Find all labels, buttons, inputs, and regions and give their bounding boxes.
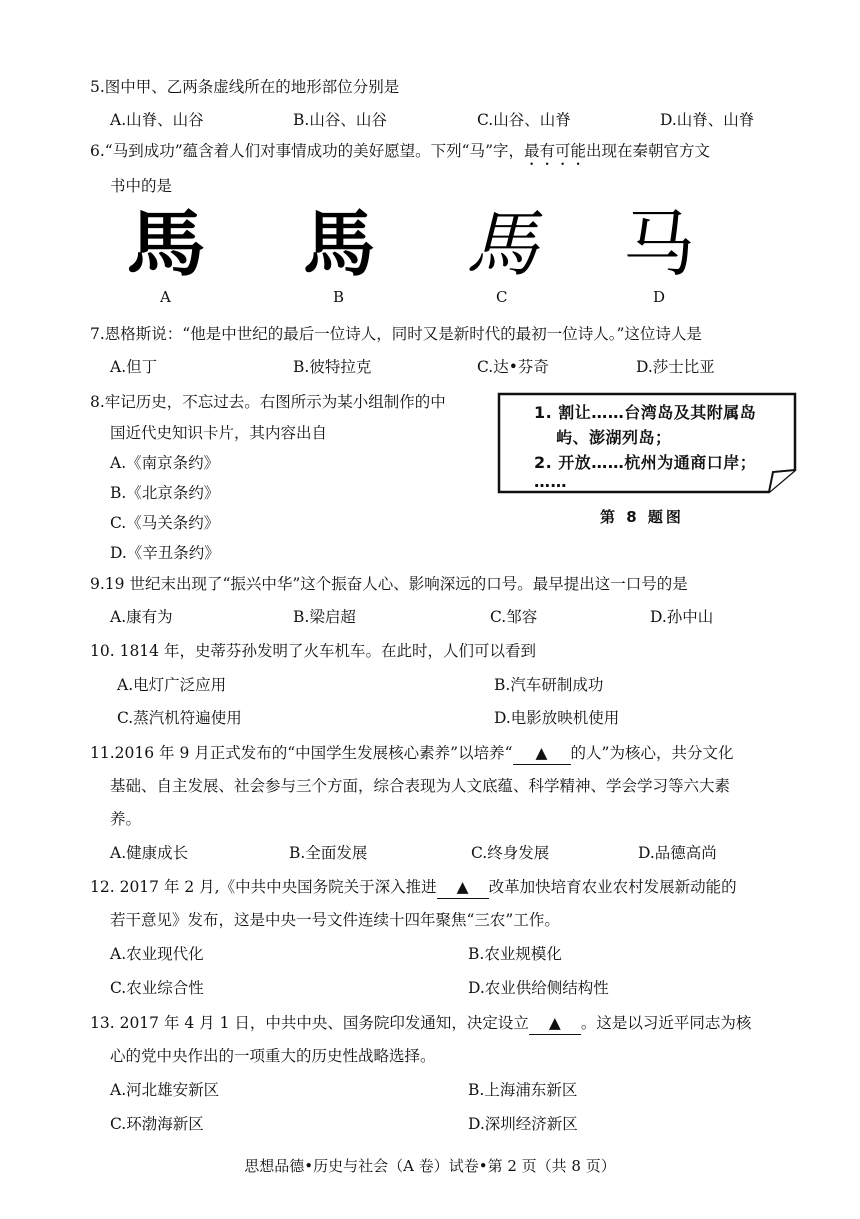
q11-stem-post: 的人”为核心，共分文化: [570, 744, 734, 762]
q5-option-d: D.山脊、山脊: [660, 111, 755, 129]
q11-option-b: B.全面发展: [289, 844, 368, 862]
q9-option-c: C.邹容: [490, 608, 538, 626]
q11-stem-pre: 11.2016 年 9 月正式发布的“中国学生发展核心素养”以培养“: [90, 744, 513, 762]
q10-option-a: A.电灯广泛应用: [117, 676, 227, 694]
q12-stem-post: 改革加快培育农业农村发展新动能的: [488, 878, 737, 896]
q7-option-d: D.莎士比亚: [636, 358, 715, 376]
q12-option-c: C.农业综合性: [110, 979, 204, 997]
q11-blank: ▲: [513, 742, 571, 765]
q12-option-d: D.农业供给侧结构性: [468, 979, 609, 997]
glyph-label-d: D: [653, 288, 666, 306]
q13-stem-post: 。这是以习近平同志为核: [580, 1014, 752, 1032]
glyph-label-c: C: [496, 288, 508, 306]
q11-stem-line2: 基础、自主发展、社会参与三个方面，综合表现为人文底蕴、科学精神、学会学习等六大素: [110, 777, 731, 795]
q5-option-b: B.山谷、山谷: [293, 111, 387, 129]
card-line-2: 屿、澎湖列岛；: [556, 428, 672, 447]
q7-option-b: B.彼特拉克: [293, 358, 372, 376]
q13-option-b: B.上海浦东新区: [468, 1081, 578, 1099]
q10-option-c: C.蒸汽机符遍使用: [117, 709, 242, 727]
q5-option-c: C.山谷、山脊: [477, 111, 571, 129]
q8-option-c: C.《马关条约》: [110, 514, 220, 532]
q8-option-d: D.《辛丑条约》: [110, 544, 220, 562]
q11-stem-line3: 养。: [110, 810, 142, 828]
q8-stem-line1: 8.牢记历史，不忘过去。右图所示为某小组制作的中: [90, 393, 446, 411]
q9-option-d: D.孙中山: [650, 608, 714, 626]
card-line-4: ……: [534, 472, 567, 491]
card-line-1: 1. 割让……台湾岛及其附属岛: [534, 403, 757, 422]
q12-option-b: B.农业规模化: [468, 945, 562, 963]
q13-blank: ▲: [529, 1012, 581, 1035]
q10-option-d: D.电影放映机使用: [494, 709, 620, 727]
glyph-label-b: B: [333, 288, 345, 306]
q8-option-b: B.《北京条约》: [110, 484, 220, 502]
simplified-ma-glyph: 马: [623, 202, 696, 286]
q6-stem-pre: 6.“马到成功”蕴含着人们对事情成功的美好愿望。下列“马”字，: [90, 142, 524, 160]
q5-option-a: A.山脊、山谷: [110, 111, 204, 129]
page-footer: 思想品德•历史与社会（A 卷）试卷•第 2 页（共 8 页）: [244, 1157, 616, 1175]
card-line-3: 2. 开放……杭州为通商口岸；: [534, 453, 757, 472]
q13-option-c: C.环渤海新区: [110, 1115, 204, 1133]
q12-blank: ▲: [437, 876, 489, 899]
q5-stem: 5.图中甲、乙两条虚线所在的地形部位分别是: [90, 78, 400, 96]
q9-option-a: A.康有为: [110, 608, 173, 626]
q6-stem: [90, 140, 710, 169]
q10-stem: 10. 1814 年，史蒂芬孙发明了火车机车。在此时，人们可以看到: [90, 642, 536, 660]
q12-stem-line2: 若干意见》发布，这是中央一号文件连续十四年聚焦“三农”工作。: [110, 911, 560, 929]
q9-stem: 9.19 世纪末出现了“振兴中华”这个振奋人心、影响深远的口号。最早提出这一口号的是: [90, 575, 688, 593]
q13-option-a: A.河北雄安新区: [110, 1081, 220, 1099]
q8-option-a: A.《南京条约》: [110, 454, 220, 472]
cursive-script-ma-glyph: 馬: [466, 202, 539, 286]
q11-option-d: D.品德高尚: [638, 844, 717, 862]
q11-option-c: C.终身发展: [471, 844, 550, 862]
clerical-script-ma-glyph: 馬: [303, 201, 376, 286]
q6-stem-post: 出现在秦朝官方文: [586, 142, 711, 160]
q11-option-a: A.健康成长: [110, 844, 189, 862]
glyph-label-a: A: [160, 288, 171, 306]
q13-stem-pre: 13. 2017 年 4 月 1 日，中共中央、国务院印发通知，决定设立: [90, 1014, 529, 1032]
q7-option-a: A.但丁: [110, 358, 158, 376]
q10-option-b: B.汽车研制成功: [494, 676, 604, 694]
q7-option-c: C.达•芬奇: [477, 358, 549, 376]
q8-stem-line2: 国近代史知识卡片，其内容出自: [110, 424, 328, 442]
q13-option-d: D.深圳经济新区: [468, 1115, 578, 1133]
q7-stem: 7.恩格斯说：“他是中世纪的最后一位诗人，同时又是新时代的最初一位诗人。”这位诗人是: [90, 325, 702, 343]
figure-caption: 第 8 题图: [600, 508, 684, 526]
q13-stem: [90, 1012, 751, 1035]
q11-stem: [90, 742, 733, 765]
q6-stem-line2: 书中的是: [110, 177, 173, 195]
q13-stem-line2: 心的党中央作出的一项重大的历史性战略选择。: [110, 1047, 436, 1065]
q6-stem-emphasis: 最有可能: [524, 142, 587, 160]
q9-option-b: B.梁启超: [293, 608, 356, 626]
q12-option-a: A.农业现代化: [110, 945, 204, 963]
q12-stem: [90, 876, 737, 899]
seal-script-ma-glyph: 馬: [126, 201, 206, 286]
q12-stem-pre: 12. 2017 年 2 月,《中共中央国务院关于深入推进: [90, 878, 437, 896]
